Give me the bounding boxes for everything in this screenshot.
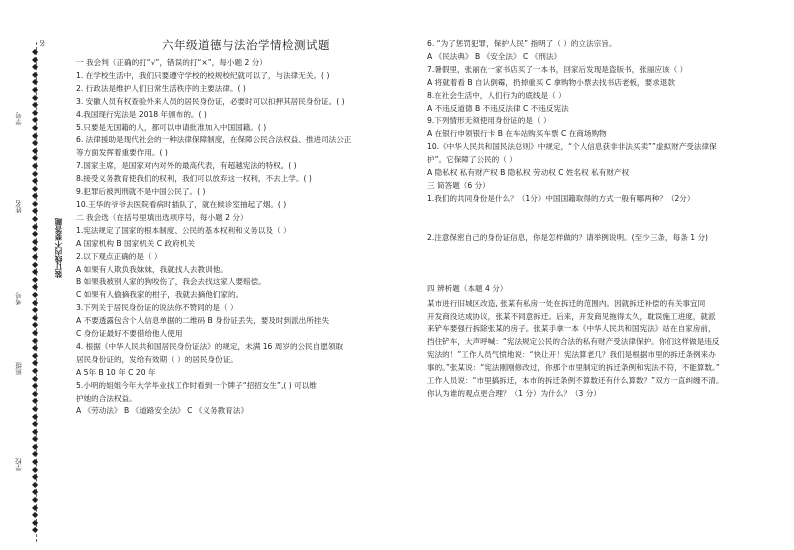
right-question-line: A 将就着看 B 自认倒霉，扔掉重买 C 拿购物小票去找书店老板，要求退款 [427,77,675,87]
left-question-line: 居民身份证的，发给有效期（ ）的居民身份证。 [76,354,238,364]
diamond-mark: ◆ [32,54,39,64]
diamond-mark: ◆ [32,153,39,163]
right-question-line: 9.下列情形无须使用身份证的是（ ） [427,116,551,126]
diamond-mark: ◆ [32,62,39,72]
diamond-mark: ◆ [32,183,39,193]
diamond-mark: ◆ [32,343,39,353]
diamond-mark: ◆ [32,510,39,520]
left-question-line: 护她的合法权益。 [76,393,137,403]
diamond-mark: ◆ [32,47,39,56]
diamond-mark: ◆ [32,122,39,132]
left-question-line: 5.只要是无国籍的人，都可以申请批准加入中国国籍。( ) [76,122,267,132]
diamond-mark: ◆ [32,457,39,467]
right-question-line: 三 简答题（6 分） [427,180,490,190]
diamond-mark: ◆ [32,449,39,459]
diamond-mark: ◆ [32,365,39,375]
left-question-line: 9.犯罪后被判刑就不是中国公民了。( ) [76,187,206,197]
binding-diamond-column [32,48,42,534]
diamond-mark: ◆ [32,305,39,315]
binding-margin [0,0,62,550]
diamond-mark: ◆ [32,517,39,527]
diamond-mark: ◆ [32,259,39,269]
analysis-passage-line: 你认为谁的观点更合理？（1 分）为什么？（3 分） [427,388,601,398]
diamond-mark: ◆ [32,479,39,489]
analysis-passage-line: 挡住铲车，大声呼喊：“宪法规定公民的合法的私有财产受法律保护。你们这样做是违反 [427,337,720,347]
left-question-line: 5.小明的姐姐今年大学毕业找工作时看到一个牌子“招招女生”,( ) 可以维 [76,380,317,390]
binding-label-school: 学校 [15,458,23,471]
left-question-line: 一 我会判（正确的打“√”，错误的打“×”，每小题 2 分） [76,58,267,67]
right-question-line: 护”。它保障了公民的（ ） [427,155,517,165]
left-question-line: 2.以下观点正确的是（ ） [76,251,162,261]
diamond-mark: ◆ [32,252,39,262]
binding-label-class: 班级 [15,362,23,375]
diamond-mark: ◆ [32,525,39,535]
diamond-mark: ◆ [32,464,39,474]
diamond-mark: ◆ [32,350,39,360]
diamond-mark: ◆ [32,502,39,512]
left-question-line: 7.国家主席，是国家对内对外的最高代表，有超越宪法的特权。( ) [76,161,297,171]
left-question-line: A 不要透露包含个人信息单据的二维码 B 身份证丢失，要及时到派出所挂失 [76,316,330,326]
left-question-line: C 身份证最好不要借给他人使用 [76,329,183,339]
left-question-line: 2. 行政法是维护人们日常生活秩序的主要法律。( ) [76,83,246,93]
diamond-mark: ◆ [32,495,39,505]
right-question-line: 10.《中华人民共和国民法总则》中规定，“个人信息获非非法买卖””虚拟财产受法律保 [427,142,717,152]
diamond-mark: ◆ [32,320,39,330]
diamond-mark: ◆ [32,168,39,178]
diamond-mark: ◆ [32,107,39,117]
analysis-passage-line: 工作人员说：“市里搞拆迁，本市的拆迁条例不算数还有什么算数？”双方一直纠缠不清。 [427,376,724,386]
right-column [427,38,777,401]
diamond-mark: ◆ [32,381,39,391]
diamond-mark: ◆ [32,411,39,421]
left-question-line: 8.接受义务教育使我们的权利，我们可以放弃这一权利，不去上学。( ) [76,174,312,184]
diamond-mark: ◆ [32,198,39,208]
left-question-line: 1. 在学校生活中，我们只要遵守学校的校规校纪就可以了，与法律无关。( ) [76,70,330,80]
right-question-line: A 不违反道德 B 不违反法律 C 不违反宪法 [427,103,569,113]
diamond-mark: ◆ [32,100,39,110]
right-question-line: 7.暑假里，张丽在一家书店买了一本书，回家后发现是盗版书，张丽应该（ ） [427,64,688,74]
diamond-mark: ◆ [32,77,39,87]
left-question-line: A 国家机构 B 国家机关 C 政府机关 [76,238,195,248]
diamond-mark: ◆ [32,487,39,497]
left-question-line: C 如果有人偷摘我家的柑子，我就去摘他们家的。 [76,290,244,300]
left-question-line: 3.下列关于居民身份证的说法你不赞同的是（ ） [76,303,238,313]
left-question-line: A 如果有人欺负我妹妹，我就找人去教训他。 [76,264,228,274]
diamond-mark: ◆ [32,69,39,79]
right-question-line: 8.在社会生活中，人们行为的底线是（ ） [427,90,566,100]
diamond-mark: ◆ [32,274,39,284]
diamond-mark: ◆ [32,426,39,436]
analysis-passage [427,298,777,401]
diamond-mark: ◆ [32,297,39,307]
right-question-list [427,38,777,206]
analysis-passage-line: 来铲车要强行拆除张某的房子。张某手拿一本《中华人民共和国宪法》站在自家房前， [427,324,716,334]
diamond-mark: ◆ [32,221,39,231]
diamond-mark: ◆ [32,236,39,246]
analysis-passage-line: 开发商没达成协议，张某不同意拆迁。后来，开发商见拖得太久，耽误施工进度，就派 [427,311,716,321]
diamond-mark: ◆ [32,419,39,429]
diamond-mark: ◆ [32,115,39,125]
diamond-mark: ◆ [32,358,39,368]
left-question-line: 6. 法律援助是现代社会的一种法律保障制度，在保障公民合法权益、推进司法公正 [76,135,352,145]
left-question-line: 二 我会选（在括号里填出选项序号，每小题 2 分） [76,212,248,222]
diamond-mark: ◆ [32,396,39,406]
diamond-mark: ◆ [32,160,39,170]
diamond-mark: ◆ [32,290,39,299]
diamond-mark: ◆ [32,312,39,322]
right-question-line: 6. “为了惩罚犯罪，保护人民” 指明了（ ）的立法宗旨。 [427,39,617,48]
diamond-mark: ◆ [32,244,39,254]
diamond-mark: ◆ [32,327,39,337]
binding-label-name: 姓名 [15,200,23,213]
analysis-passage-line: 事的。”张某说：“宪法刚刚修改过，你那个市里制定的拆迁条例和宪法不符，不能算数。” [427,363,720,373]
diamond-mark: ◆ [32,267,39,277]
diamond-mark: ◆ [32,472,39,482]
diamond-mark: ◆ [32,176,39,186]
right-question-line: 1.我们的共同身份是什么？（1分）中国国籍取得的方式一般有哪两种？（2分） [427,193,695,203]
diamond-mark: ◆ [32,130,39,140]
right-question-line: A 隐私权 私有财产权 B 隐私权 劳动权 C 姓名权 私有财产权 [427,168,630,178]
left-question-list [76,57,406,418]
diamond-mark: ◆ [32,229,39,239]
binding-warning-note: 装订线内不要答题 [54,218,63,278]
analysis-passage-line: 某市进行旧城区改造, 张某有私房一处在拆迁的范围内。因就拆迁补偿的有关事宜同 [427,298,706,308]
diamond-mark: ◆ [32,84,39,94]
binding-label-name-top: 名 [39,40,47,47]
left-question-line: 等方面发挥着重要作用。( ) [76,148,168,158]
left-question-line: 10.王华的爷爷去医院看病时插队了，就在候诊室抽起了烟。( ) [76,199,287,209]
diamond-mark: ◆ [32,434,39,444]
right-question-line: A 《民法典》 B 《安全法》 C 《刑法》 [427,51,562,61]
diamond-mark: ◆ [32,206,39,216]
diamond-mark: ◆ [32,138,39,148]
left-question-line: B 如果我被别人家的狗咬伤了，我会去找这家人要赔偿。 [76,277,266,287]
left-question-line: 4. 根据《中华人民共和国居民身份证法》的规定，未满 16 周岁的公民自愿领取 [76,341,344,351]
diamond-mark: ◆ [32,191,39,201]
left-question-line: A 5年 B 10 年 C 20 年 [76,367,156,377]
analysis-section-title: 四 辨析题（本题 4 分） [427,283,508,293]
diamond-mark: ◆ [32,214,39,224]
diamond-mark: ◆ [32,373,39,383]
diamond-mark: ◆ [32,403,39,413]
diamond-mark: ◆ [32,92,39,102]
short-answer-q2: 2.注意保密自己的身份证信息，你是怎样做的？请举例说明。(至少三条，每条 1 分) [427,232,709,242]
diamond-mark: ◆ [32,441,39,451]
left-question-line: A 《劳动法》 B 《道路安全法》 C 《义务教育法》 [76,406,249,416]
left-question-line: 1.宪法规定了国家的根本制度、公民的基本权利和义务以及（ ） [76,225,291,235]
right-question-line: A 在银行申领银行卡 B 在车站购买车票 C 在商场购物 [427,129,607,139]
left-question-line: 4.我国现行宪法是 2018 年颁布的。( ) [76,109,207,119]
diamond-mark: ◆ [32,282,39,292]
left-column [76,57,406,418]
left-question-line: 3. 安徽人员有权查验外来人员的居民身份证，必要时可以扣押其居民身份证。( ) [76,96,345,106]
diamond-mark: ◆ [32,388,39,398]
analysis-passage-line: 宪法的！”工作人员气愤地说：“快让开！宪法算老几？我们是根据市里的拆迁条例来办 [427,350,716,360]
diamond-mark: ◆ [32,335,39,345]
binding-label-student-no: 学号 [15,112,23,125]
page-title: 六年级道德与法治学情检测试题 [162,38,330,52]
diamond-mark: ◆ [32,145,39,155]
binding-label-exam-no: 考号 [15,292,23,305]
